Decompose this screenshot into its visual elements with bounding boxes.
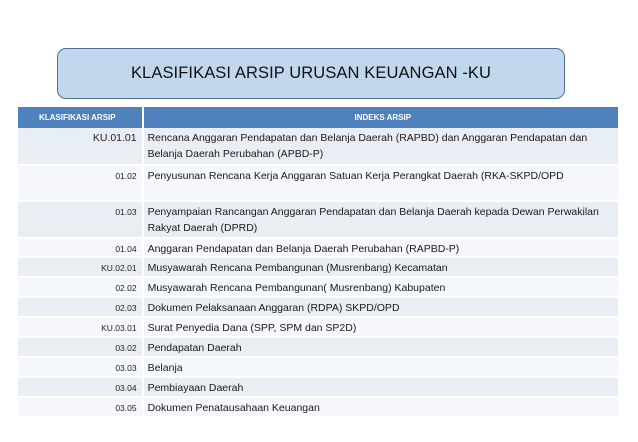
table-row [18, 378, 618, 398]
table-row [18, 239, 618, 258]
table-row [18, 202, 618, 239]
classification-table [18, 107, 618, 418]
table-row [18, 128, 618, 166]
header-indeks: INDEKS ARSIP [144, 107, 618, 128]
row-text: Penyampaian Rancangan Anggaran Pendapatan dan Belanja Daerah kepada Dewan Perwakilan Rakyat Daerah (DPRD) [144, 202, 618, 237]
row-code: 01.02 [18, 166, 142, 200]
table-row [18, 338, 618, 358]
row-code: 02.02 [18, 278, 142, 296]
row-text: Surat Penyedia Dana (SPP, SPM dan SP2D) [144, 318, 618, 336]
table-row [18, 318, 618, 338]
row-code: 03.03 [18, 358, 142, 376]
table-row [18, 298, 618, 318]
row-text: Pembiayaan Daerah [144, 378, 618, 396]
page-title: KLASIFIKASI ARSIP URUSAN KEUANGAN -KU [130, 64, 492, 82]
row-code: KU.02.01 [18, 258, 142, 276]
table-row [18, 278, 618, 298]
table-row [18, 258, 618, 278]
row-text: Belanja [144, 358, 618, 376]
row-text: Musyawarah Rencana Pembangunan( Musrenbang) Kabupaten [144, 278, 618, 296]
row-code: KU.03.01 [18, 318, 142, 336]
row-text: Musyawarah Rencana Pembangunan (Musrenbang) Kecamatan [144, 258, 618, 276]
row-text: Pendapatan Daerah [144, 338, 618, 356]
row-text: Penyusunan Rencana Kerja Anggaran Satuan Kerja Perangkat Daerah (RKA-SKPD/OPD [144, 166, 618, 200]
row-code: KU.01.01 [18, 128, 142, 164]
row-code: 02.03 [18, 298, 142, 316]
row-code: 03.04 [18, 378, 142, 396]
row-text: Dokumen Penatausahaan Keuangan [144, 398, 618, 416]
table-header-row [18, 107, 618, 128]
row-code: 01.04 [18, 239, 142, 256]
title-banner [57, 48, 565, 99]
header-klasifikasi: KLASIFIKASI ARSIP [18, 107, 142, 128]
table-row [18, 358, 618, 378]
row-text: Anggaran Pendapatan dan Belanja Daerah Perubahan (RAPBD-P) [144, 239, 618, 256]
row-text: Rencana Anggaran Pendapatan dan Belanja Daerah (RAPBD) dan Anggaran Pendapatan dan Belanja Daerah Perubahan (APBD-P) [144, 128, 618, 164]
row-code: 03.02 [18, 338, 142, 356]
row-code: 03.05 [18, 398, 142, 416]
table-row [18, 398, 618, 418]
table-row [18, 166, 618, 202]
row-text: Dokumen Pelaksanaan Anggaran (RDPA) SKPD/OPD [144, 298, 618, 316]
row-code: 01.03 [18, 202, 142, 237]
